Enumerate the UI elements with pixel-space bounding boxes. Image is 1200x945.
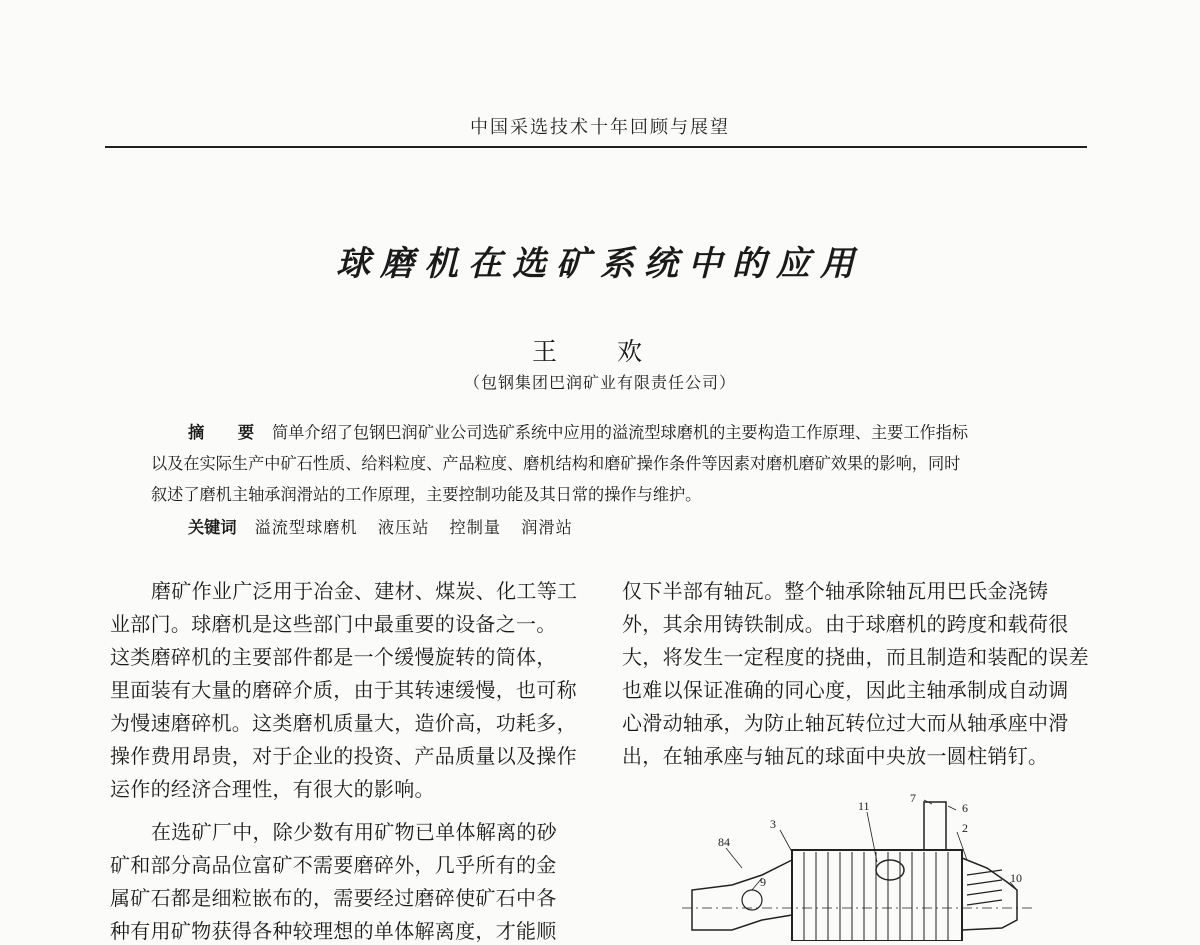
body-line: 矿和部分高品位富矿不需要磨碎外，几乎所有的金 bbox=[110, 853, 557, 877]
running-header: 中国采选技术十年回顾与展望 bbox=[470, 117, 730, 138]
body-line: 为慢速磨碎机。这类磨机质量大，造价高，功耗多， bbox=[110, 711, 577, 735]
body-line: 大，将发生一定程度的挠曲，而且制造和装配的误差 bbox=[622, 645, 1089, 669]
abstract-label: 摘 要 bbox=[188, 423, 269, 442]
label-10: 10 bbox=[1010, 871, 1022, 885]
label-2: 2 bbox=[962, 821, 968, 835]
drum-liner-lines bbox=[804, 852, 948, 941]
body-line: 属矿石都是细粒嵌布的，需要经过磨碎使矿石中各 bbox=[110, 886, 557, 910]
body-line: 也难以保证准确的同心度，因此主轴承制成自动调 bbox=[622, 678, 1069, 702]
body-line: 心滑动轴承，为防止轴瓦转位过大而从轴承座中滑 bbox=[622, 711, 1069, 735]
affiliation: （包钢集团巴润矿业有限责任公司） bbox=[463, 373, 736, 392]
body-line: 磨矿作业广泛用于冶金、建材、煤炭、化工等工 bbox=[151, 579, 578, 603]
body-line: 里面装有大量的磨碎介质，由于其转速缓慢，也可称 bbox=[110, 678, 577, 702]
paper-title: 球磨机在选矿系统中的应用 bbox=[336, 244, 864, 284]
feed-trunnion bbox=[742, 890, 762, 910]
body-line: 操作费用昂贵，对于企业的投资、产品质量以及操作 bbox=[110, 744, 577, 768]
leader-lines bbox=[726, 800, 1017, 890]
body-line: 这类磨碎机的主要部件都是一个缓慢旋转的筒体， bbox=[110, 645, 557, 669]
label-6: 6 bbox=[962, 801, 968, 815]
keywords-label: 关键词 bbox=[188, 518, 237, 537]
abstract-line: 以及在实际生产中矿石性质、给料粒度、产品粒度、磨机结构和磨矿操作条件等因素对磨机磨矿效果的影响，同时 bbox=[151, 454, 961, 473]
body-line: 种有用矿物获得各种较理想的单体解离度，才能顺 bbox=[110, 919, 557, 943]
label-3: 3 bbox=[770, 817, 776, 831]
body-line: 业部门。球磨机是这些部门中最重要的设备之一。 bbox=[110, 612, 557, 636]
keywords-text: 溢流型球磨机 液压站 控制量 润滑站 bbox=[254, 518, 573, 537]
abstract-text: 简单介绍了包钢巴润矿业公司选矿系统中应用的溢流型球磨机的主要构造工作原理、主要工作指标 bbox=[272, 423, 969, 442]
label-84: 84 bbox=[718, 835, 730, 849]
label-7: 7 bbox=[910, 791, 916, 805]
abstract-line bbox=[188, 421, 968, 445]
header-rule bbox=[105, 146, 1087, 148]
ball-mill-figure bbox=[672, 790, 1042, 941]
keywords-line bbox=[188, 516, 573, 540]
body-line: 仅下半部有轴瓦。整个轴承除轴瓦用巴氏金浇铸 bbox=[622, 579, 1049, 603]
label-9: 9 bbox=[760, 875, 766, 889]
body-line: 外，其余用铸铁制成。由于球磨机的跨度和载荷很 bbox=[622, 612, 1069, 636]
body-line: 运作的经济合理性，有很大的影响。 bbox=[110, 777, 435, 801]
body-line: 出，在轴承座与轴瓦的球面中央放一圆柱销钉。 bbox=[622, 744, 1049, 768]
body-line: 在选矿厂中，除少数有用矿物已单体解离的砂 bbox=[151, 820, 557, 844]
abstract-line: 叙述了磨机主轴承润滑站的工作原理，主要控制功能及其日常的操作与维护。 bbox=[151, 485, 702, 504]
feed-end bbox=[692, 860, 792, 930]
author: 王 欢 bbox=[532, 337, 668, 366]
label-11: 11 bbox=[858, 799, 870, 813]
discharge-chute bbox=[924, 802, 946, 850]
